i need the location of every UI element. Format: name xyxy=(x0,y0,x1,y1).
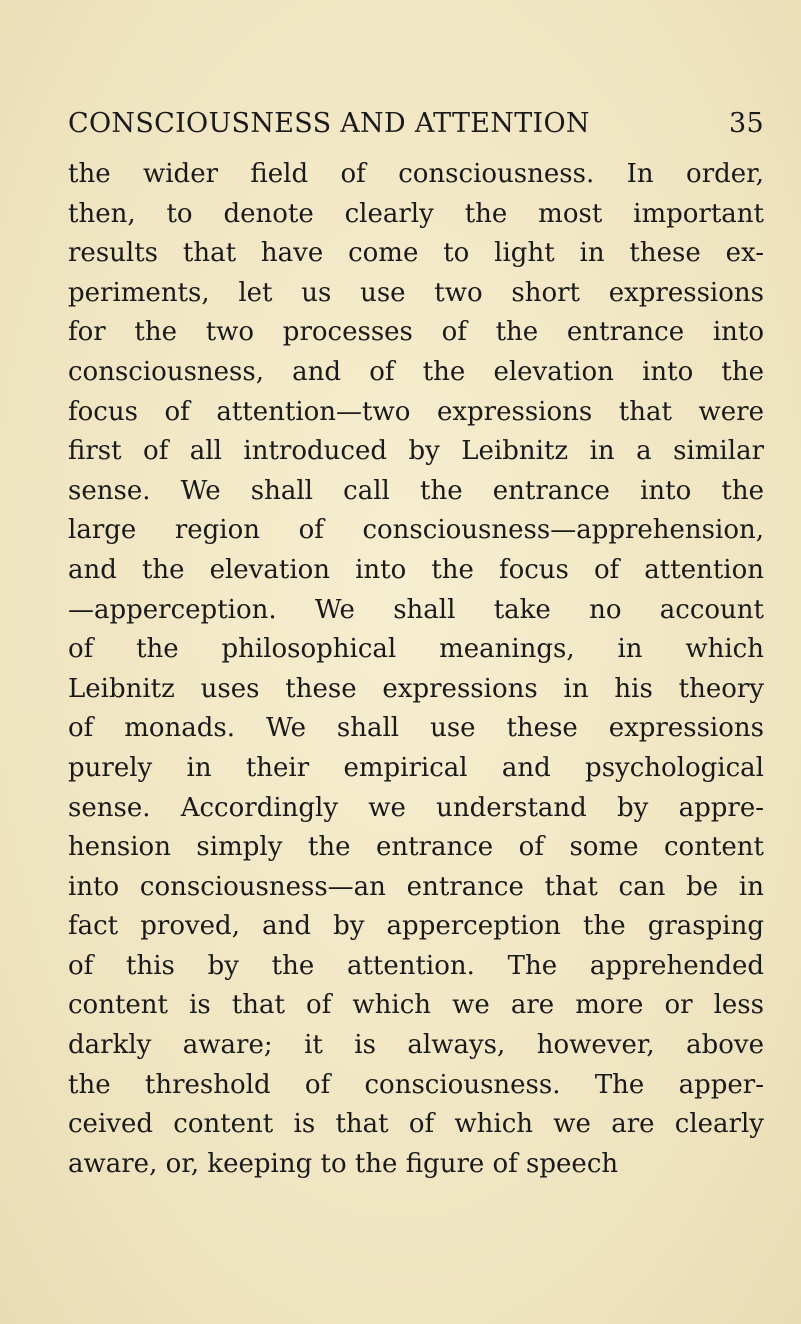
running-head-title: CONSCIOUSNESS AND ATTENTION xyxy=(68,108,590,139)
text-line: sense. Accordingly we understand by appre- xyxy=(68,792,764,823)
text-line: into consciousness—an entrance that can be in xyxy=(68,871,764,902)
text-line: darkly aware; it is always, however, above xyxy=(68,1030,764,1061)
text-line: Leibnitz uses these expressions in his theory xyxy=(68,673,764,704)
text-line: purely in their empirical and psychological xyxy=(68,752,764,783)
text-line: content is that of which we are more or less xyxy=(68,990,764,1021)
text-line: —apperception. We shall take no account xyxy=(68,594,764,625)
text-line: then, to denote clearly the most important xyxy=(68,198,764,229)
text-line: large region of consciousness—apprehension, xyxy=(68,515,764,546)
text-line: for the two processes of the entrance into xyxy=(68,317,764,348)
text-line: results that have come to light in these ex- xyxy=(68,238,764,269)
text-line: sense. We shall call the entrance into the xyxy=(68,475,764,506)
text-line: first of all introduced by Leibnitz in a similar xyxy=(68,436,764,467)
text-line: the threshold of consciousness. The apper- xyxy=(68,1069,764,1100)
running-head xyxy=(68,108,764,152)
page-number: 35 xyxy=(729,108,764,139)
text-line: periments, let us use two short expressions xyxy=(68,277,764,308)
text-line: of this by the attention. The apprehended xyxy=(68,950,764,981)
text-line: of monads. We shall use these expressions xyxy=(68,713,764,744)
text-line: fact proved, and by apperception the grasping xyxy=(68,911,764,942)
text-line: aware, or, keeping to the figure of speech xyxy=(68,1148,619,1179)
text-line: and the elevation into the focus of attention xyxy=(68,554,764,585)
text-line: consciousness, and of the elevation into the xyxy=(68,356,764,387)
text-line: of the philosophical meanings, in which xyxy=(68,634,764,665)
text-line: focus of attention—two expressions that were xyxy=(68,396,764,427)
text-line: the wider field of consciousness. In order, xyxy=(68,159,764,189)
text-line: ceived content is that of which we are clearly xyxy=(68,1109,764,1140)
text-line: hension simply the entrance of some content xyxy=(68,832,764,863)
body-text xyxy=(68,155,764,1184)
